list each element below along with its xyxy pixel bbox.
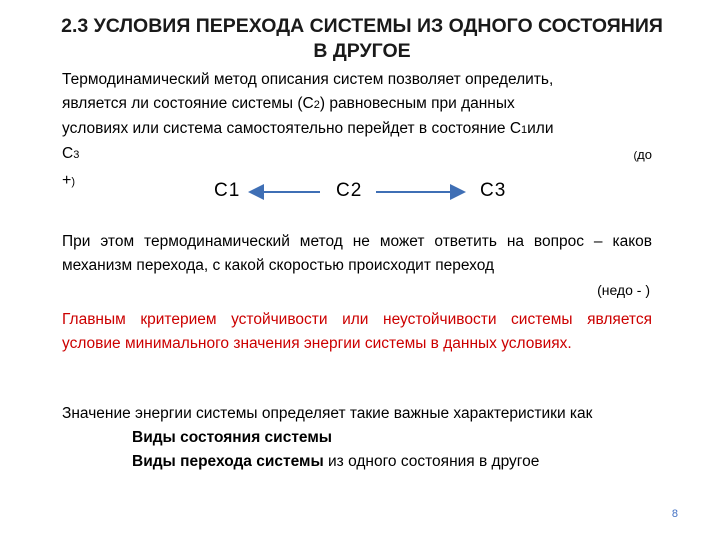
plus-note: +) xyxy=(62,172,76,189)
state-c3: С3 xyxy=(480,180,507,201)
list-item-state-types: Виды состояния системы xyxy=(132,429,333,446)
state-c1: С1 xyxy=(214,180,241,201)
p4-text: Значение энергии системы определяет такие важные характеристики как xyxy=(62,405,593,422)
state-c2: С2 xyxy=(336,180,363,201)
title-line-2: В ДРУГОЕ xyxy=(313,40,411,62)
p1-line-1: Термодинамический метод описания систем позволяет определить, xyxy=(62,71,554,88)
title-line-1: 2.3 УСЛОВИЯ ПЕРЕХОДА СИСТЕМЫ ИЗ ОДНОГО СОСТОЯНИЯ xyxy=(61,15,663,37)
list-item-transition-types: Виды перехода системы из одного состояния в другое xyxy=(132,453,540,470)
p1-line-3: условиях или система самостоятельно перейдет в состояние С1или xyxy=(62,120,554,137)
slide-title xyxy=(30,14,694,64)
p2-note: (недо - ) xyxy=(597,282,650,298)
paragraph-energy xyxy=(62,402,652,474)
page-number: 8 xyxy=(671,508,678,520)
p2-text: При этом термодинамический метод не может ответить на вопрос – каков механизм перехода, с какой скоростью происходит переход xyxy=(62,233,652,274)
state-c3-ref: С3 xyxy=(62,145,80,162)
paragraph-method xyxy=(62,68,652,142)
paragraph-limitation xyxy=(62,230,652,302)
paragraph-criterion: Главным критерием устойчивости или неустойчивости системы является условие минимального значения энергии системы в данных условиях. xyxy=(62,311,652,352)
p1-line-2: является ли состояние системы (С2) равновесным при данных xyxy=(62,95,515,112)
right-note: (до xyxy=(633,147,652,162)
state-transition-diagram xyxy=(200,172,530,212)
